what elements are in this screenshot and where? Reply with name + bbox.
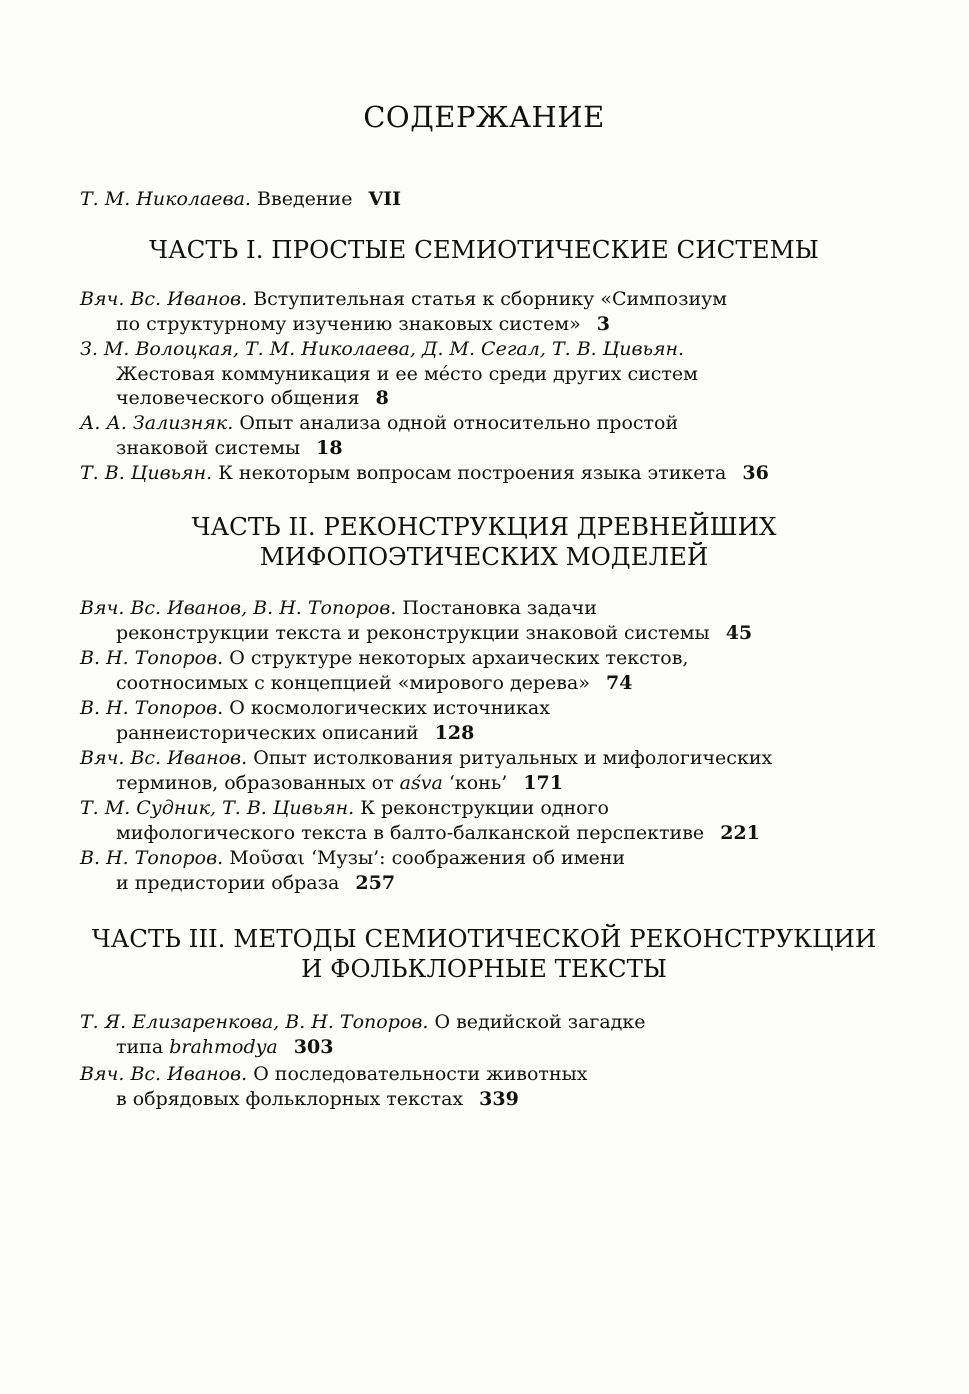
page-title: СОДЕРЖАНИЕ	[363, 100, 605, 134]
toc-entry[interactable]	[80, 846, 880, 895]
toc-entry[interactable]	[80, 411, 880, 460]
entry-author: З. М. Волоцкая, Т. М. Николаева, Д. М. Сегал, Т. В. Цивьян.	[80, 338, 685, 360]
entry-author: Т. В. Цивьян.	[80, 462, 213, 484]
page-number: 45	[725, 621, 753, 644]
part-2-heading	[80, 512, 888, 572]
entry-title: Введение	[257, 188, 353, 210]
part-3-heading	[80, 924, 888, 984]
entry-author: В. Н. Топоров.	[80, 647, 224, 669]
entry-title-line: К реконструкции одного	[360, 797, 609, 819]
entry-title-line: Вступительная статья к сборнику «Симпозиум	[253, 288, 728, 310]
entry-title-italic: aśva	[399, 771, 443, 794]
entry-title-line: Опыт истолкования ритуальных и мифологических	[253, 747, 773, 769]
entry-title-line: в обрядовых фольклорных текстах	[116, 1087, 464, 1110]
entry-title-line: Постановка задачи	[402, 597, 597, 619]
toc-entry-intro[interactable]	[80, 187, 880, 212]
toc-entry[interactable]	[80, 746, 880, 795]
page-number: 128	[434, 721, 475, 744]
part-1-title: ЧАСТЬ I. ПРОСТЫЕ СЕМИОТИЧЕСКИЕ СИСТЕМЫ	[149, 235, 819, 264]
page-number: 74	[606, 671, 633, 694]
part-2-title-line-1: ЧАСТЬ II. РЕКОНСТРУКЦИЯ ДРЕВНЕЙШИХ	[191, 512, 777, 541]
toc-entry[interactable]	[80, 1062, 880, 1111]
page-number: 8	[375, 387, 389, 410]
entry-author: Вяч. Вс. Иванов.	[80, 1063, 248, 1085]
entry-author: В. Н. Топоров.	[80, 847, 224, 869]
entry-author: А. А. Зализняк.	[80, 412, 234, 434]
entry-title-line: знаковой системы	[116, 436, 301, 459]
part-3-title-line-2: И ФОЛЬКЛОРНЫЕ ТЕКСТЫ	[300, 954, 668, 983]
toc-entry[interactable]	[80, 646, 880, 695]
entry-author: В. Н. Топоров.	[80, 697, 224, 719]
entry-title-line: Жестовая коммуникация и ее мéсто среди других систем	[116, 362, 698, 385]
entry-title-line: Μοῦσαι ‘Музы’: соображения об имени	[229, 847, 626, 869]
part-2-title-line-2: МИФОПОЭТИЧЕСКИХ МОДЕЛЕЙ	[259, 542, 709, 571]
entry-title-line: реконструкции текста и реконструкции знаковой системы	[116, 621, 710, 644]
entry-title-line: О космологических источниках	[229, 697, 550, 719]
entry-author: Вяч. Вс. Иванов.	[80, 288, 248, 310]
entry-author: Т. М. Судник, Т. В. Цивьян.	[80, 797, 355, 819]
page-number: 339	[479, 1087, 519, 1110]
entry-title-line: соотносимых с концепцией «мирового дерева»	[116, 671, 590, 694]
toc-entry[interactable]	[80, 796, 880, 845]
toc-entry[interactable]	[80, 287, 880, 336]
entry-title-italic: brahmodya	[169, 1035, 278, 1058]
page-number: 257	[355, 871, 396, 894]
entry-author: Т. М. Николаева.	[80, 188, 251, 210]
entry-title-text: типа	[116, 1035, 164, 1058]
entry-title-line: мифологического текста в балто-балканской перспективе	[116, 821, 705, 844]
part-3-title-line-1: ЧАСТЬ III. МЕТОДЫ СЕМИОТИЧЕСКОЙ РЕКОНСТРУКЦИИ	[91, 924, 877, 953]
part-1-heading	[80, 235, 888, 265]
page-number: 171	[523, 771, 563, 794]
entry-title-line: человеческого общения	[116, 387, 360, 410]
page-number: 221	[720, 821, 760, 844]
entry-author: Т. Я. Елизаренкова, В. Н. Топоров.	[80, 1011, 429, 1033]
entry-title-line: О структуре некоторых архаических текстов,	[229, 647, 689, 669]
entry-title-line: К некоторым вопросам построения языка этикета	[218, 462, 727, 484]
entry-title-line: и предистории образа	[116, 871, 340, 894]
page-number: 3	[596, 312, 611, 335]
entry-title-line: по структурному изучению знаковых систем»	[116, 312, 581, 335]
entry-author: Вяч. Вс. Иванов, В. Н. Топоров.	[80, 597, 397, 619]
toc-entry[interactable]	[80, 696, 880, 745]
entry-author: Вяч. Вс. Иванов.	[80, 747, 248, 769]
toc-entry[interactable]	[80, 461, 880, 486]
entry-title-line: О ведийской загадке	[434, 1011, 646, 1033]
page-number: 36	[742, 462, 769, 484]
page-number: 18	[316, 436, 343, 459]
toc-entry[interactable]	[80, 337, 880, 411]
entry-title-line: Опыт анализа одной относительно простой	[239, 412, 679, 434]
page-number: 303	[293, 1035, 334, 1058]
entry-title-text: ‘конь’	[448, 771, 508, 794]
entry-title-line: О последовательности животных	[253, 1063, 588, 1085]
entry-title-text: терминов, образованных от	[116, 771, 394, 794]
entry-title-line: раннеисторических описаний	[116, 721, 419, 744]
page-number: VII	[368, 188, 402, 210]
toc-entry[interactable]	[80, 596, 880, 645]
toc-entry[interactable]	[80, 1010, 880, 1059]
